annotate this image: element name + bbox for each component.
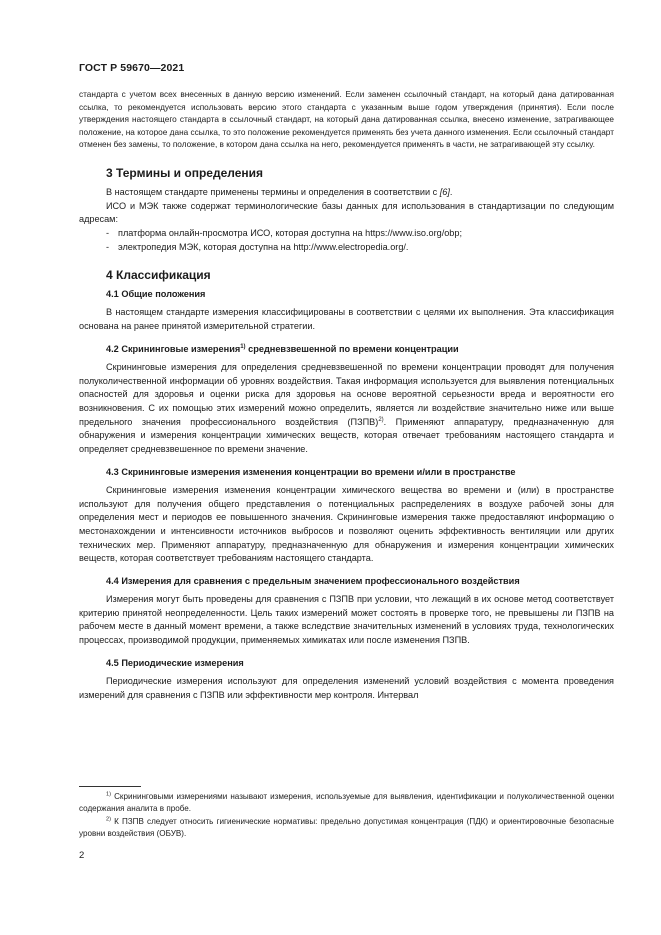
dash-marker: - <box>106 241 110 252</box>
subsection-4-3-title: 4.3 Скрининговые измерения изменения концентрации во времени и/или в пространстве <box>106 466 516 477</box>
reference-link: [6] <box>439 186 450 197</box>
address-list <box>79 227 614 254</box>
subsection-4-5-text: Периодические измерения используют для определения изменений условий воздействия с момента проведения измерений для сравнения с ПЗПВ или эффективности мер контроля. Интервал <box>79 675 614 700</box>
section-3-para-1-end: . <box>449 186 453 197</box>
section-3-para-1-text: В настоящем стандарте применены термины и определения в соответствии с <box>106 186 440 197</box>
footnote-mark: 1) <box>106 791 111 798</box>
footnote-ref: 2) <box>378 416 384 423</box>
section-4-title: 4 Классификация <box>106 268 211 283</box>
page-content <box>79 89 614 702</box>
list-item-text: платформа онлайн-просмотра ИСО, которая доступна на https://www.iso.org/obp; <box>118 228 462 239</box>
footnote-text: К ПЗПВ следует относить гигиенические нормативы: предельно допустимая концентрация (ПДК) и ориентировочные безопасные уровни воздействия (ОБУВ). <box>79 816 614 839</box>
footnotes <box>79 791 614 841</box>
subsection-4-2-title-text: 4.2 Скрининговые измерения <box>106 343 241 354</box>
subsection-4-4-text: Измерения могут быть проведены для сравнения с ПЗПВ при условии, что лежащий в их основе метод соответствует критерию принятой неопределенности. Цель таких измерений может состоять в проверке того, не превышены ли ПЗПВ на рабочем месте в данный момент времени, а также вследствие значительных изменений в условиях труда, технологических процессах, производимой продукции, применяемых химикатах или после изменения ПЗПВ. <box>79 594 614 646</box>
section-3-para-1 <box>79 186 614 200</box>
subsection-4-5-title: 4.5 Периодические измерения <box>106 657 244 668</box>
subsection-4-2-text <box>79 361 614 457</box>
footnote-ref: 1) <box>240 343 246 350</box>
subsection-4-2-text-body: Скрининговые измерения для определения средневзвешенной по времени концентрации проводят для получения полуколичественной информации об уровнях воздействия. Такая информация используется для выявления потенциальных опасностей для здоровья и оценки риска для здоровья на основе вероятной серьезности вреда и вероятности его возникновения. С их помощью этих измерений можно определить, является ли воздействие значительно ниже или выше предельного значения профессионального воздействия (ПЗПВ) <box>79 361 614 427</box>
list-item <box>79 227 614 241</box>
list-item <box>79 241 614 255</box>
standard-header: ГОСТ Р 59670—2021 <box>79 62 185 74</box>
footnote-text: Скрининговыми измерениями называют измерения, используемые для выявления, идентификации и полуколичественной оценки содержания аналита в пробе. <box>79 792 614 814</box>
section-3-para-2: ИСО и МЭК также содержат терминологические базы данных для использования в стандартизации по следующим адресам: <box>79 200 614 225</box>
list-item-text: электропедия МЭК, которая доступна на http://www.electropedia.org/. <box>118 241 409 252</box>
subsection-4-2-title <box>79 343 614 356</box>
dash-marker: - <box>106 228 110 239</box>
subsection-4-2-text-end: . Применяют аппаратуру, предназначенную для обнаружения и измерения концентрации химических веществ, которая отвечает требованиям настоящего стандарта и определяет средневзвешенное по времени значение. <box>79 416 614 455</box>
footnote-mark: 2) <box>106 816 111 823</box>
intro-paragraph: стандарта с учетом всех внесенных в данную версию изменений. Если заменен ссылочный стандарт, на который дана датированная ссылка, то рекомендуется использовать версию этого стандарта с указанным выше годом утверждения (принятия). Если после утверждения настоящего стандарта в ссылочный стандарт, на который дана датированная ссылка, внесено изменение, затрагивающее положение, на которое дана ссылка, то это положение рекомендуется применять без учета данного изменения. Если ссылочный стандарт отменен без замены, то положение, в котором дана ссылка на него, рекомендуется применять в части, не затрагивающей эту ссылку. <box>79 90 614 150</box>
subsection-4-1-title: 4.1 Общие положения <box>106 289 206 300</box>
subsection-4-2-title-end: средневзвешенной по времени концентрации <box>245 343 459 354</box>
page-number: 2 <box>79 850 85 861</box>
subsection-4-1-text: В настоящем стандарте измерения классифицированы в соответствии с целями их выполнения. Эта классификация основана на ранее принятой измерительной стратегии. <box>79 307 614 332</box>
subsection-4-4-title: 4.4 Измерения для сравнения с предельным значением профессионального воздействия <box>106 576 520 587</box>
section-3-title: 3 Термины и определения <box>106 165 264 180</box>
subsection-4-3-text: Скрининговые измерения изменения концентрации химического вещества во времени и (или) в пространстве используют для получения общего представления о потенциальных распределениях в воздухе рабочей зоны для определения мест и периодов ее повышенного значения. Скрининговые измерения также предоставляют информацию о местонахождении и интенсивности источников выбросов и позволяют оценить эффективность вентиляции или других технических мер. Применяют аппаратуру, предназначенную для обнаружения и измерения концентрации химических веществ, которая соответствует требованиям настоящего стандарта. <box>79 484 614 564</box>
footnote-divider <box>79 786 141 787</box>
footnote-2 <box>79 816 614 841</box>
footnote-1 <box>79 791 614 816</box>
